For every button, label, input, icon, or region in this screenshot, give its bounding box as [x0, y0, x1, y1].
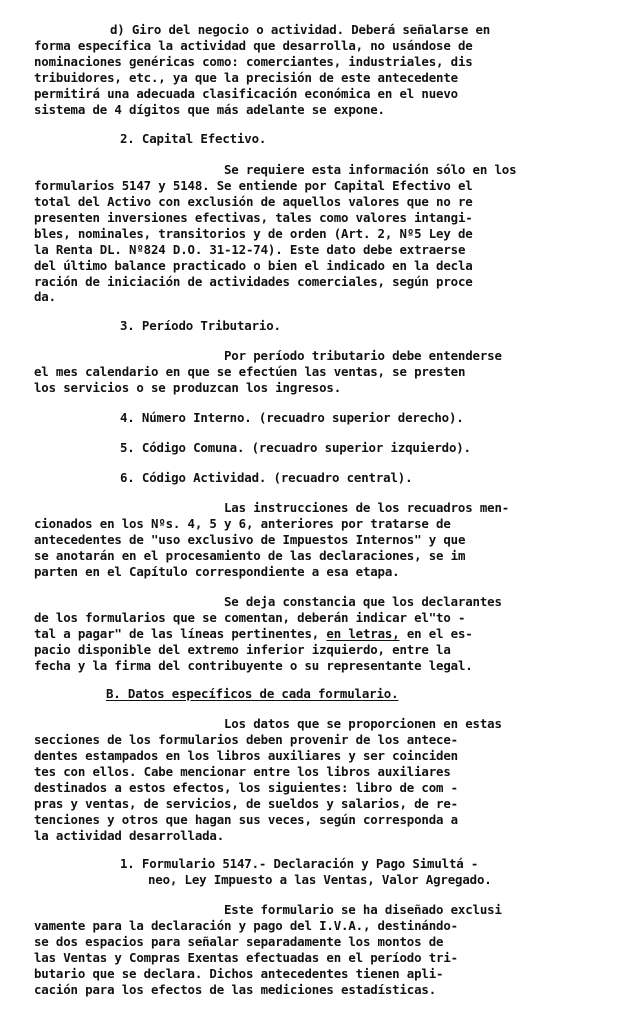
item-2-line: bles, nominales, transitorios y de orden (Art. 2, Nº5 Ley de: [34, 226, 473, 241]
formulario-5147-line: butario que se declara. Dichos antecedentes tienen apli-: [34, 966, 444, 981]
item-4-line: 4. Número Interno. (recuadro superior derecho).: [120, 410, 464, 425]
constancia-line: de los formularios que se comentan, deberán indicar el"to -: [34, 610, 466, 625]
item-2-line: la Renta DL. Nº824 D.O. 31-12-74). Este dato debe extraerse: [34, 242, 466, 257]
item-3-line: los servicios o se produzcan los ingresos.: [34, 380, 342, 395]
item-2-line: presenten inversiones efectivas, tales como valores intangi-: [34, 210, 473, 225]
section-d-line: sistema de 4 dígitos que más adelante se expone.: [34, 102, 385, 117]
item-3-line: el mes calendario en que se efectúen las ventas, se presten: [34, 364, 466, 379]
en-letras-underlined: en letras,: [326, 626, 400, 641]
section-b-line: destinados a estos efectos, los siguientes: libro de com -: [34, 780, 458, 795]
section-b-heading: B. Datos específicos de cada formulario.: [106, 686, 399, 701]
section-d-line: d) Giro del negocio o actividad. Deberá señalarse en: [110, 22, 491, 37]
section-b-line: pras y ventas, de servicios, de sueldos y salarios, de re-: [34, 796, 458, 811]
constancia-text: en el es-: [399, 626, 473, 641]
section-d-line: forma específica la actividad que desarrolla, no usándose de: [34, 38, 473, 53]
constancia-text: tal a pagar" de las líneas pertinentes,: [34, 626, 327, 641]
instrucciones-line: antecedentes de "uso exclusivo de Impuestos Internos" y que: [34, 532, 466, 547]
section-d-line: nominaciones genéricas como: comerciantes, industriales, dis: [34, 54, 473, 69]
item-3-line: Por período tributario debe entenderse: [224, 348, 502, 363]
section-b-line: secciones de los formularios deben provenir de los antece-: [34, 732, 458, 747]
instrucciones-line: se anotarán en el procesamiento de las declaraciones, se im: [34, 548, 466, 563]
formulario-5147-line: las Ventas y Compras Exentas efectuadas en el período tri-: [34, 950, 458, 965]
section-d-line: permitirá una adecuada clasificación económica en el nuevo: [34, 86, 458, 101]
constancia-line: fecha y la firma del contribuyente o su representante legal.: [34, 658, 473, 673]
item-2-line: total del Activo con exclusión de aquellos valores que no re: [34, 194, 473, 209]
formulario-5147-heading: 1. Formulario 5147.- Declaración y Pago Simultá -: [120, 856, 479, 871]
section-b-line: tenciones y otros que hagan sus veces, según corresponda a: [34, 812, 458, 827]
section-b-line: dentes estampados en los libros auxiliares y ser coinciden: [34, 748, 458, 763]
item-2-line: da.: [34, 289, 56, 304]
instrucciones-line: parten en el Capítulo correspondiente a esa etapa.: [34, 564, 400, 579]
section-b-line: Los datos que se proporcionen en estas: [224, 716, 502, 731]
instrucciones-line: Las instrucciones de los recuadros men-: [224, 500, 510, 515]
formulario-5147-line: vamente para la declaración y pago del I.V.A., destinándo-: [34, 918, 458, 933]
formulario-5147-line: se dos espacios para señalar separadamente los montos de: [34, 934, 444, 949]
constancia-line: Se deja constancia que los declarantes: [224, 594, 502, 609]
formulario-5147-line: cación para los efectos de las mediciones estadísticas.: [34, 982, 437, 997]
section-b-line: la actividad desarrollada.: [34, 828, 225, 843]
item-2-line: Se requiere esta información sólo en los: [224, 162, 517, 177]
formulario-5147-line: Este formulario se ha diseñado exclusi: [224, 902, 502, 917]
item-5-line: 5. Código Comuna. (recuadro superior izquierdo).: [120, 440, 471, 455]
constancia-line: pacio disponible del extremo inferior izquierdo, entre la: [34, 642, 451, 657]
formulario-5147-heading: neo, Ley Impuesto a las Ventas, Valor Agregado.: [148, 872, 492, 887]
item-3-heading: 3. Período Tributario.: [120, 318, 281, 333]
item-2-line: ración de iniciación de actividades comerciales, según proce: [34, 274, 473, 289]
section-b-line: tes con ellos. Cabe mencionar entre los libros auxiliares: [34, 764, 451, 779]
item-2-heading: 2. Capital Efectivo.: [120, 131, 267, 146]
section-d-line: tribuidores, etc., ya que la precisión de este antecedente: [34, 70, 458, 85]
constancia-line: [34, 626, 473, 642]
instrucciones-line: cionados en los Nºs. 4, 5 y 6, anteriores por tratarse de: [34, 516, 451, 531]
item-2-line: del último balance practicado o bien el indicado en la decla: [34, 258, 473, 273]
item-2-line: formularios 5147 y 5148. Se entiende por Capital Efectivo el: [34, 178, 473, 193]
item-6-line: 6. Código Actividad. (recuadro central).: [120, 470, 413, 485]
